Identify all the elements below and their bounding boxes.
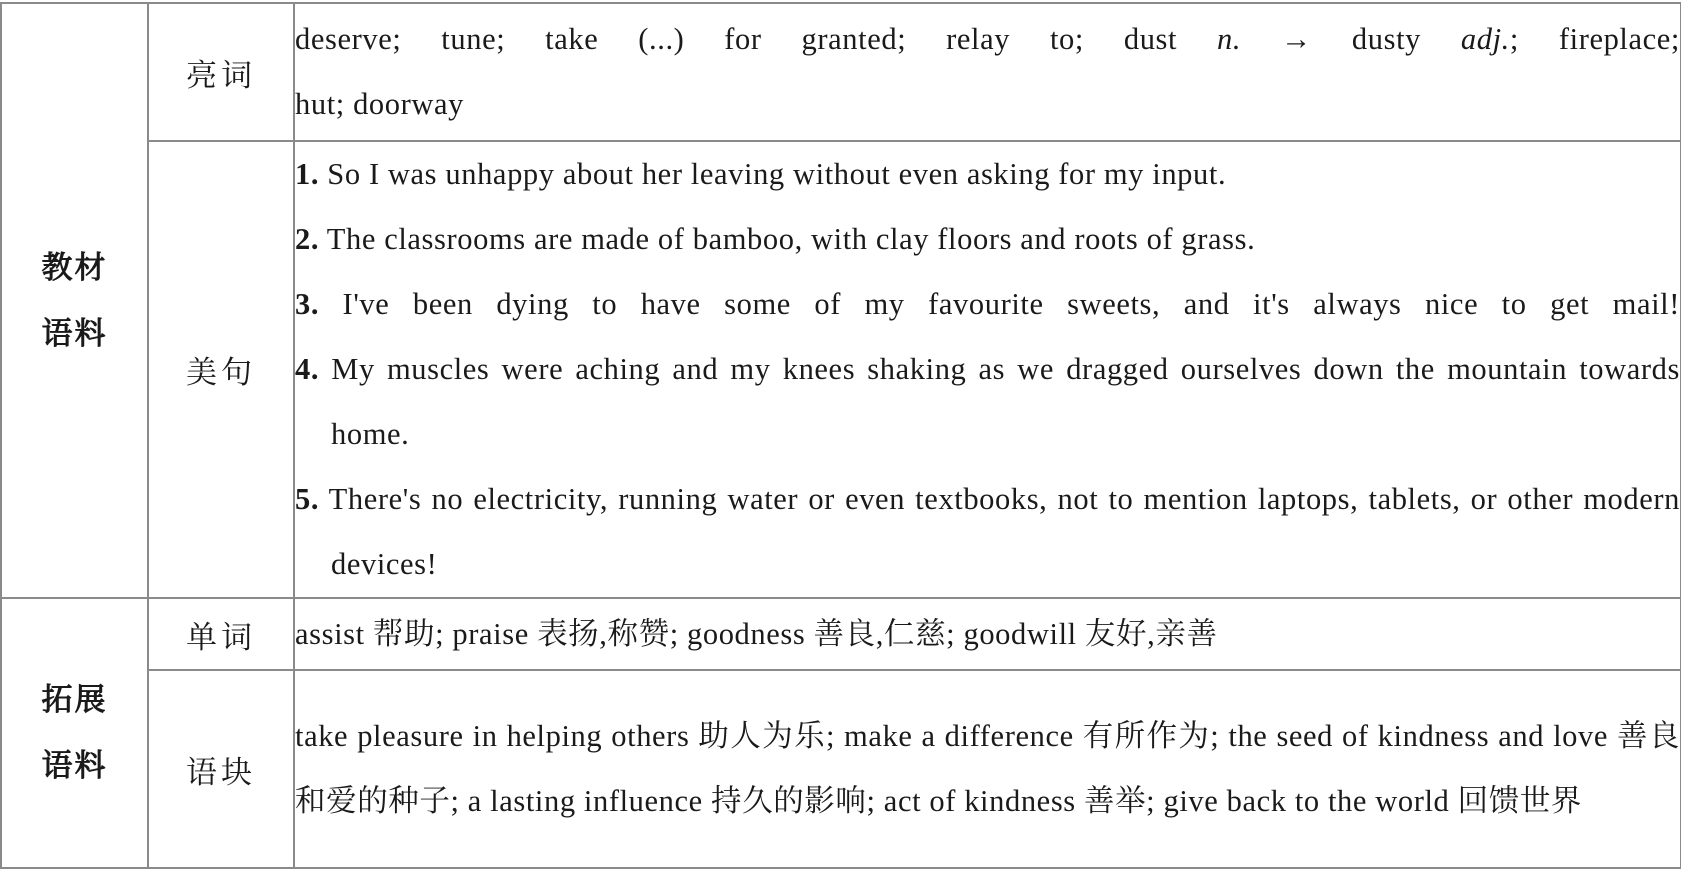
highlight-words-text-tail: ; fireplace; [1509, 22, 1680, 56]
sentence-item [295, 337, 1680, 467]
chunks-label: 语块 [148, 670, 294, 868]
arrow-text: → dusty [1241, 22, 1461, 56]
beautiful-sentences-content [294, 141, 1681, 598]
table-row [1, 141, 1681, 598]
words-content: assist 帮助; praise 表扬,称赞; goodness 善良,仁慈; goodwill 友好,亲善 [294, 598, 1681, 670]
group-label-line1: 拓展 [41, 682, 108, 718]
sentence-text: So I was unhappy about her leaving without even asking for my input. [319, 157, 1227, 191]
sentence-number: 4. [295, 352, 320, 386]
textbook-material-group [1, 3, 148, 598]
extension-material-group [1, 598, 148, 868]
pos-noun: n. [1216, 22, 1242, 56]
sentence-number: 1. [295, 157, 320, 191]
sentence-number: 2. [295, 222, 320, 256]
sentence-item [295, 272, 1680, 337]
beautiful-sentences-label: 美句 [148, 141, 294, 598]
sentence-text: I've been dying to have some of my favourite sweets, and it's always nice to get mail! [319, 287, 1680, 321]
words-label: 单词 [148, 598, 294, 670]
sentence-item [295, 467, 1680, 597]
highlight-words-content [294, 3, 1681, 141]
sentence-item [295, 207, 1680, 272]
table-row [1, 670, 1681, 868]
sentence-text: The classrooms are made of bamboo, with clay floors and roots of grass. [319, 222, 1256, 256]
sentence-number: 3. [295, 287, 320, 321]
group-label-line2: 语料 [41, 315, 108, 352]
sentence-number: 5. [295, 482, 320, 516]
vocabulary-table [0, 2, 1681, 869]
group-label-line2: 语料 [41, 748, 108, 784]
sentence-text: There's no electricity, running water or even textbooks, not to mention laptops, tablets, or other modern devices! [319, 482, 1680, 581]
highlight-words-line2: hut; doorway [295, 87, 464, 121]
group-label-line1: 教材 [41, 249, 108, 286]
pos-adjective: adj. [1460, 22, 1510, 56]
table-row [1, 598, 1681, 670]
sentence-text: My muscles were aching and my knees shaking as we dragged ourselves down the mountain towards home. [319, 352, 1680, 451]
highlight-words-line1 [295, 7, 1680, 72]
highlight-words-text: deserve; tune; take (...) for granted; relay to; dust [295, 22, 1217, 56]
chunks-content: take pleasure in helping others 助人为乐; make a difference 有所作为; the seed of kindness and love 善良和爱的种子; a lasting influence 持久的影响; act of kindness 善举; give back to the world 回馈世界 [294, 670, 1681, 868]
table-row [1, 3, 1681, 141]
highlight-words-label: 亮词 [148, 3, 294, 141]
sentence-item [295, 142, 1680, 207]
